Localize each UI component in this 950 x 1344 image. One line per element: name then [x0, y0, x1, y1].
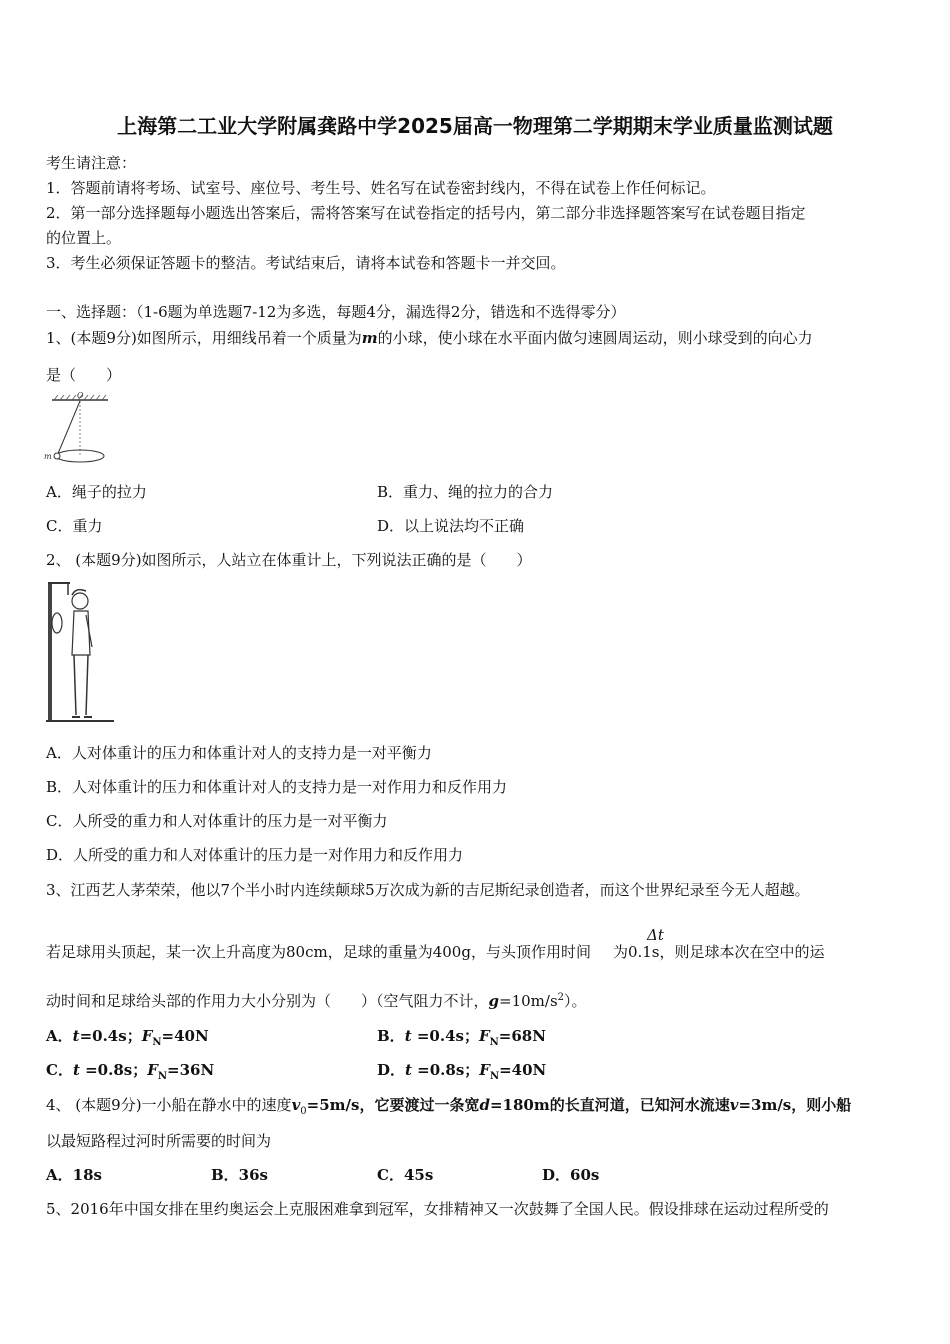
q3-line-3-a: 动时间和足球给头部的作用力大小分别为（ ）（空气阻力不计，	[46, 992, 489, 1010]
q3-d-fv: =40N	[499, 1061, 547, 1079]
q2-option-b: B．人对体重计的压力和体重计对人的支持力是一对作用力和反作用力	[46, 778, 508, 796]
q3-line-3-sup: 2	[557, 992, 565, 1003]
q3-d-tv: =0.8s；	[411, 1061, 480, 1079]
q3-line-2-a: 若足球用头顶起，某一次上升高度为80cm，足球的重量为400g，与头顶作用时间	[46, 943, 591, 961]
q3-a-t: t	[72, 1027, 80, 1045]
person-legs	[74, 655, 88, 715]
q3-line-3-c: ）。	[564, 992, 587, 1010]
q3-c-fv: =36N	[167, 1061, 215, 1079]
q3-d-n: N	[489, 1071, 500, 1082]
ball	[54, 453, 60, 459]
q1-pendulum-figure	[44, 392, 114, 468]
q4-stem-line2: 以最短路程过河时所需要的时间为	[46, 1132, 272, 1150]
q1-option-c: C．重力	[46, 517, 103, 535]
q1-option-d: D．以上说法均不正确	[377, 517, 525, 535]
ball-label: m	[44, 452, 52, 461]
page-title: 上海第二工业大学附属龚路中学2025届高一物理第二学期期末学业质量监测试题	[117, 114, 833, 138]
q4-option-d: D．60s	[542, 1166, 600, 1184]
notice-item-1: 1．答题前请将考场、试室号、座位号、考生号、姓名写在试卷密封线内，不得在试卷上作任何标记。	[46, 179, 716, 197]
q3-g-var: g	[488, 992, 500, 1010]
q2-scale-figure	[44, 575, 118, 727]
person-torso	[72, 611, 90, 655]
q3-line-2	[46, 941, 825, 962]
q3-b-t: t	[404, 1027, 412, 1045]
q1-stem-b: 的小球，使小球在水平面内做匀速圆周运动，则小球受到的向心力	[377, 329, 813, 347]
q3-a-fv: =40N	[161, 1027, 209, 1045]
q3-option-b	[377, 1025, 546, 1048]
q1-stem-a: 1、(本题9分)如图所示，用细线吊着一个质量为	[46, 329, 362, 347]
q2-option-d: D．人所受的重力和人对体重计的压力是一对作用力和反作用力	[46, 846, 464, 864]
q1-option-b: B．重力、绳的拉力的合力	[377, 483, 554, 501]
q5-line-1: 5、2016年中国女排在里约奥运会上克服困难拿到冠军，女排精神又一次鼓舞了全国人民。假设排球在运动过程所受的	[46, 1200, 829, 1218]
q4-stem-b: =5m/s，它要渡过一条宽	[306, 1096, 480, 1114]
q3-c-label: C．	[46, 1061, 73, 1079]
q4-d-var: d	[479, 1096, 490, 1114]
q3-a-tv: =0.4s；	[79, 1027, 142, 1045]
q3-line-3-b: =10m/s	[499, 992, 558, 1010]
q4-option-c: C．45s	[377, 1166, 434, 1184]
q3-d-f: F	[479, 1061, 490, 1079]
q3-line-1: 3、江西艺人茅荣荣，他以7个半小时内连续颠球5万次成为新的吉尼斯纪录创造者，而这个世界纪录至今无人超越。	[46, 881, 810, 899]
q4-stem-e: =3m/s，则小船	[738, 1096, 852, 1114]
string-line	[57, 401, 80, 456]
pivot-label: O	[77, 392, 84, 400]
notice-item-2-line1: 2．第一部分选择题每小题选出答案后，需将答案写在试卷指定的括号内，第二部分非选择题答案写在试卷题目指定	[46, 204, 806, 222]
q3-d-t: t	[405, 1061, 412, 1079]
q3-b-fv: =68N	[498, 1027, 546, 1045]
q3-delta-t: Δt	[647, 926, 664, 944]
q3-b-f: F	[478, 1027, 490, 1045]
q3-option-d	[377, 1059, 546, 1082]
q1-stem-line2: 是（ ）	[46, 366, 122, 384]
q3-option-a	[46, 1025, 209, 1048]
q4-option-a: A．18s	[46, 1166, 102, 1184]
q3-d-label: D．	[377, 1061, 406, 1079]
q3-b-n: N	[489, 1037, 499, 1048]
q3-a-label: A．	[46, 1027, 73, 1045]
q2-option-c: C．人所受的重力和人对体重计的压力是一对平衡力	[46, 812, 388, 830]
q1-mass-var: m	[361, 329, 378, 347]
q4-stem-c: =180m的长直河道，已知河水流速	[489, 1096, 730, 1114]
q3-option-c	[46, 1059, 214, 1082]
q3-line-3	[46, 990, 587, 1011]
q3-b-label: B．	[377, 1027, 405, 1045]
q4-stem	[46, 1094, 851, 1117]
scale-dial	[52, 613, 62, 633]
q1-option-a: A．绳子的拉力	[46, 483, 147, 501]
q3-a-n: N	[152, 1037, 162, 1048]
q2-stem: 2、 (本题9分)如图所示，人站立在体重计上，下列说法正确的是（ ）	[46, 551, 532, 569]
notice-heading: 考生请注意：	[46, 154, 137, 172]
q3-c-tv: =0.8s；	[79, 1061, 148, 1079]
q3-b-tv: =0.4s；	[411, 1027, 479, 1045]
q3-c-t: t	[72, 1061, 80, 1079]
q3-c-f: F	[147, 1061, 158, 1079]
q4-v-var: v	[729, 1096, 739, 1114]
section-heading: 一、选择题：（1-6题为单选题7-12为多选，每题4分，漏选得2分，错选和不选得零分）	[46, 303, 626, 321]
q4-stem-a: 4、 (本题9分)一小船在静水中的速度	[46, 1096, 292, 1114]
notice-item-2-line2: 的位置上。	[46, 229, 122, 247]
q3-a-f: F	[141, 1027, 153, 1045]
person-head	[72, 593, 88, 609]
q1-stem	[46, 327, 813, 348]
q4-option-b: B．36s	[211, 1166, 268, 1184]
q2-option-a: A．人对体重计的压力和体重计对人的支持力是一对平衡力	[46, 744, 432, 762]
notice-item-3: 3．考生必须保证答题卡的整洁。考试结束后，请将本试卷和答题卡一并交回。	[46, 254, 566, 272]
q4-v0-sub: 0	[300, 1106, 307, 1117]
scale-pole	[48, 583, 52, 721]
q4-v0-var: v	[291, 1096, 301, 1114]
q3-line-2-b: 为0.1s，则足球本次在空中的运	[612, 943, 825, 961]
q3-c-n: N	[157, 1071, 168, 1082]
